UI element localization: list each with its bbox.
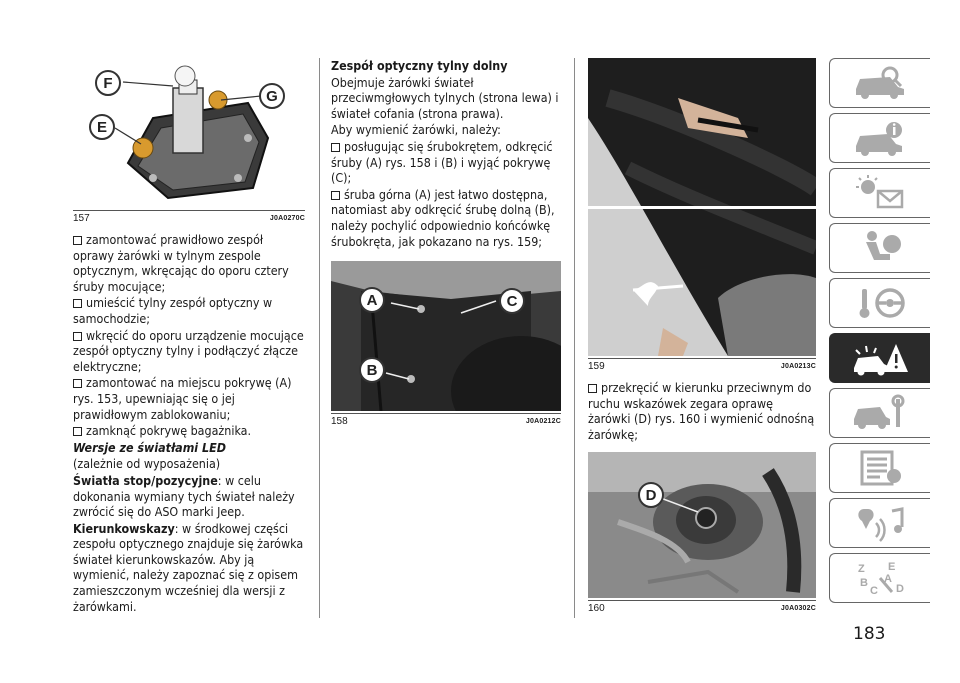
bumper-cover-photo [331, 261, 561, 411]
wheel-arch-photo [588, 58, 816, 356]
bullet-item: przekręcić w kierunku przeciwnym do ruchu wskazówek zegara oprawę żarówki (D) rys. 160 i wymienić odnośną żarówkę; [588, 380, 815, 442]
figure-160-bulb-holder-photo [588, 452, 816, 598]
column-3 [588, 58, 816, 622]
column-1 [73, 58, 305, 615]
callout-c: C [499, 288, 525, 314]
svg-text:Z: Z [858, 563, 865, 575]
bullet-box-icon [331, 143, 340, 152]
figure-158-lower-tail-lamp-cover [331, 261, 561, 411]
figure-number: 159 [588, 361, 605, 372]
callout-e: E [89, 114, 115, 140]
callout-g: G [259, 83, 285, 109]
tab-index[interactable] [829, 553, 930, 603]
tab-servicing-care[interactable] [829, 388, 930, 438]
bullet-box-icon [73, 427, 82, 436]
figure-code: J0A0213C [780, 363, 816, 370]
svg-text:A: A [884, 573, 892, 585]
bullet-item: zamontować prawidłowo zespół oprawy żarówki w tylnym zespole optycznym, wkręcając do oporu cztery śruby mocujące; [73, 232, 289, 294]
callout-b: B [359, 357, 385, 383]
figure-number: 160 [588, 603, 605, 615]
svg-text:C: C [870, 585, 878, 597]
stop-lights-paragraph: Światła stop/pozycyjne: w celu dokonania wymiany tych świateł należy zwrócić się do ASO marki Jeep. [73, 472, 295, 520]
led-heading: Wersje ze światłami LED [73, 439, 226, 455]
figure-157-tail-lamp-bulb-holder [73, 58, 305, 208]
column-2-text [331, 58, 561, 249]
figure-number: 157 [73, 213, 90, 224]
bullet-box-icon [73, 236, 82, 245]
bulb-socket-photo [588, 452, 816, 598]
intro-paragraph-2: Aby wymienić żarówki, należy: [331, 122, 501, 138]
callout-d: D [638, 482, 664, 508]
column-divider-1 [319, 58, 320, 618]
bullet-box-icon [73, 379, 82, 388]
tab-safety[interactable] [829, 223, 930, 273]
bullet-item: zamknąć pokrywę bagażnika. [73, 423, 305, 439]
bullet-item: posługując się śrubokrętem, odkręcić śruby (A) rys. 158 i (B) i wyjąć pokrywę (C); [331, 138, 553, 186]
bullet-item: śruba górna (A) jest łatwo dostępna, natomiast aby odkręcić śrubę dolną (B), należy pochylić odpowiednio końcówkę śrubokręta, jak pokazano na rys. 159; [331, 186, 555, 249]
tab-getting-to-know-car[interactable] [829, 58, 930, 108]
figure-159-screwdriver-photo [588, 58, 816, 356]
car-info-icon [850, 118, 910, 158]
tab-starting-driving[interactable] [829, 278, 930, 328]
multimedia-icon [850, 503, 910, 543]
bullet-box-icon [588, 384, 597, 393]
bullet-item: zamontować na miejscu pokrywę (A) rys. 153, upewniając się o jej prawidłowym zablokowaniu; [73, 375, 292, 422]
car-search-icon [850, 63, 910, 103]
bullet-box-icon [73, 332, 82, 341]
tab-warning-lights[interactable] [829, 168, 930, 218]
steering-wheel-icon [850, 283, 910, 323]
airbag-seat-icon [850, 228, 910, 268]
technical-data-icon [850, 448, 910, 488]
figure-158-caption [331, 413, 561, 427]
figure-number: 158 [331, 416, 348, 428]
column-2 [331, 58, 561, 435]
indicators-paragraph: Kierunkowskazy: w środkowej części zespołu optycznego znajduje się żarówka świateł kierunkowskazów. Aby ją wymienić, należy zapoznać się z opisem zamieszczonym wcześniej dla wersji z żarówkami. [73, 520, 304, 614]
svg-text:E: E [888, 561, 896, 573]
alphabetical-index-icon [850, 558, 910, 598]
chapter-tabs [829, 58, 930, 608]
svg-text:D: D [896, 583, 904, 595]
figure-code: J0A0270C [269, 215, 305, 222]
tab-multimedia[interactable] [829, 498, 930, 548]
column-divider-2 [574, 58, 575, 618]
car-maintenance-icon [850, 393, 910, 433]
column-3-text [588, 380, 816, 442]
svg-text:B: B [860, 577, 868, 589]
figure-157-caption [73, 210, 305, 224]
intro-paragraph: Obejmuje żarówki świateł przeciwmgłowych tylnych (strona lewa) i świateł cofania (strona prawa). [331, 74, 559, 121]
bullet-item: wkręcić do oporu urządzenie mocujące zespół optyczny tylny i podłączyć złącze elektryczne; [73, 327, 304, 374]
tab-in-an-emergency[interactable] [829, 333, 930, 383]
figure-159-caption [588, 358, 816, 372]
tab-technical-specifications[interactable] [829, 443, 930, 493]
callout-f: F [95, 70, 121, 96]
figure-code: J0A0302C [780, 605, 816, 613]
dashboard-lights-icon [850, 173, 910, 213]
figure-code: J0A0212C [525, 418, 561, 426]
figure-160-caption [588, 600, 816, 614]
page-number: 183 [853, 624, 886, 644]
bullet-box-icon [73, 299, 82, 308]
led-subheading: (zależnie od wyposażenia) [73, 456, 221, 472]
bullet-box-icon [331, 191, 340, 200]
tab-controls[interactable] [829, 113, 930, 163]
car-emergency-icon [850, 338, 910, 378]
bullet-item: umieścić tylny zespół optyczny w samochodzie; [73, 295, 273, 326]
section-heading: Zespół optyczny tylny dolny [331, 58, 508, 73]
callout-a: A [359, 287, 385, 313]
column-1-text [73, 232, 305, 614]
